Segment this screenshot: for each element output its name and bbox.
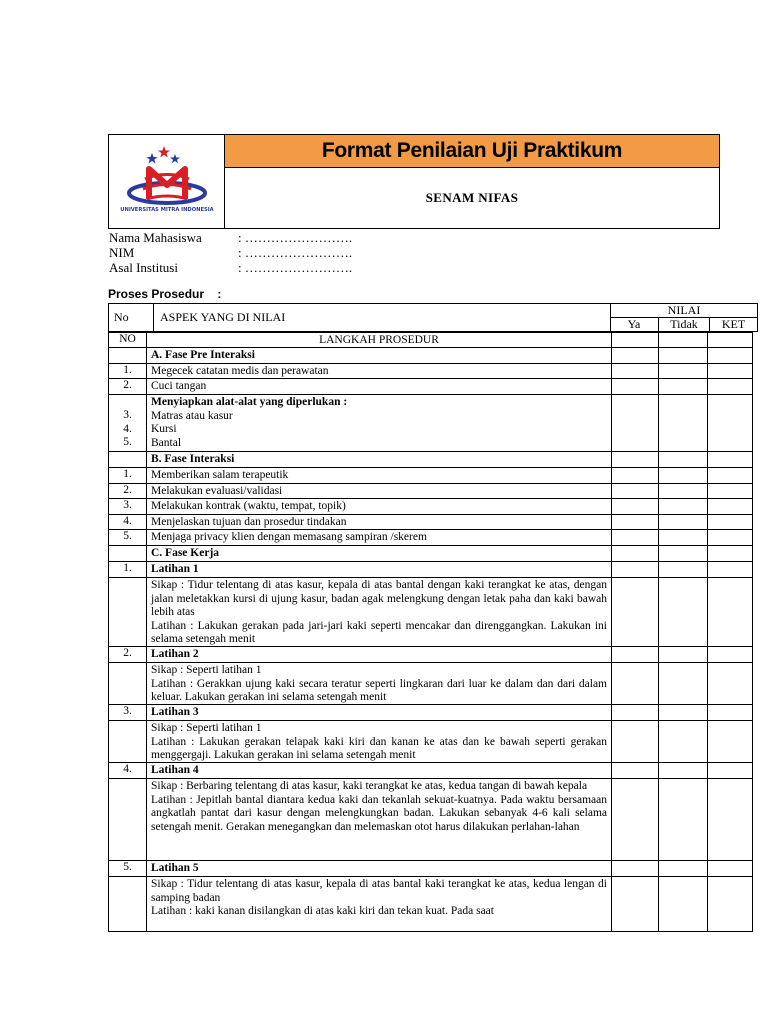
- row-number: 3. 4. 5.: [108, 395, 146, 451]
- score-tidak-cell[interactable]: [658, 721, 707, 762]
- table-row: [108, 394, 753, 451]
- header-box: [108, 134, 720, 229]
- score-ket-cell[interactable]: [707, 763, 753, 778]
- score-ket-cell[interactable]: [707, 721, 753, 762]
- score-ya-cell[interactable]: [611, 499, 658, 514]
- table-row: [108, 561, 753, 577]
- table-row: [108, 347, 753, 363]
- score-tidak-cell[interactable]: [658, 663, 707, 704]
- score-ket-cell[interactable]: [707, 877, 753, 931]
- row-step: Latihan 5: [146, 861, 611, 876]
- score-ket-cell[interactable]: [707, 530, 753, 545]
- score-tidak-cell[interactable]: [658, 333, 707, 347]
- field-value-institusi[interactable]: : …………………….: [238, 260, 353, 275]
- score-ket-cell[interactable]: [707, 484, 753, 498]
- row-step: B. Fase Interaksi: [146, 452, 611, 467]
- table-row: [108, 762, 753, 778]
- score-ya-cell[interactable]: [611, 530, 658, 545]
- header-nilai: NILAI: [667, 303, 701, 317]
- table-row: [108, 646, 753, 662]
- row-number: [108, 877, 146, 931]
- score-ya-cell[interactable]: [611, 578, 658, 646]
- row-step: Sikap : Berbaring telentang di atas kasur, kaki terangkat ke atas, kedua tangan di bawah kepala Latihan : Jepitlah bantal diantara kedua kaki dan tekanlah sekuat-kuatnya. Pada waktu bersamaan angkatlah pantat dari kasur dengan melengkungkan badan. Lakukan sebanyak 4-6 kali selama setengah menit. Gerakan menegangkan dan melemaskan otot harus dilakukan perlahan-lahan: [146, 779, 611, 860]
- score-ya-cell[interactable]: [611, 663, 658, 704]
- score-tidak-cell[interactable]: [658, 515, 707, 529]
- table-row: [108, 483, 753, 498]
- row-number: [108, 663, 146, 704]
- table-row: [108, 662, 753, 704]
- row-step: A. Fase Pre Interaksi: [146, 348, 611, 363]
- score-tidak-cell[interactable]: [658, 861, 707, 876]
- row-step: [146, 395, 611, 451]
- score-ya-cell[interactable]: [611, 861, 658, 876]
- score-ya-cell[interactable]: [611, 877, 658, 931]
- table-row: [108, 860, 753, 876]
- score-ket-cell[interactable]: [707, 333, 753, 347]
- row-step: LANGKAH PROSEDUR: [146, 333, 611, 347]
- row-step: Cuci tangan: [146, 379, 611, 394]
- row-number: [108, 348, 146, 363]
- form-subtitle: SENAM NIFAS: [425, 190, 519, 205]
- row-number: 1.: [108, 364, 146, 378]
- field-label-institusi: Asal Institusi: [109, 260, 178, 275]
- score-ya-cell[interactable]: [611, 705, 658, 720]
- row-number: 3.: [108, 705, 146, 720]
- score-tidak-cell[interactable]: [658, 647, 707, 662]
- score-ya-cell[interactable]: [611, 348, 658, 363]
- row-number: [108, 546, 146, 561]
- score-ket-cell[interactable]: [707, 515, 753, 529]
- row-step: C. Fase Kerja: [146, 546, 611, 561]
- score-tidak-cell[interactable]: [658, 395, 707, 451]
- logo-lettering: UNIVERSITAS MITRA INDONESIA: [120, 207, 214, 213]
- score-tidak-cell[interactable]: [658, 562, 707, 577]
- score-ya-cell[interactable]: [611, 721, 658, 762]
- row-number: 3.: [108, 499, 146, 514]
- score-ya-cell[interactable]: [611, 562, 658, 577]
- score-ya-cell[interactable]: [611, 395, 658, 451]
- score-tidak-cell[interactable]: [658, 452, 707, 467]
- row-step-items: Matras atau kasur Kursi Bantal: [151, 409, 233, 449]
- header-no: No: [114, 310, 129, 324]
- row-number: 4.: [108, 515, 146, 529]
- row-step: Sikap : Tidur telentang di atas kasur, kepala di atas bantal dengan kaki terangkat ke atas, dengan jalan meletakkan kursi di ujung kasur, badan agak melengkung dengan letak paha dan kaki bawah lebih atas Latihan : Lakukan gerakan pada jari-jari kaki seperti mencakar dan direnggangkan. Lakukan ini selama setengah menit: [146, 578, 611, 646]
- score-tidak-cell[interactable]: [658, 348, 707, 363]
- score-ket-cell[interactable]: [707, 499, 753, 514]
- table-row: [108, 451, 753, 467]
- university-logo: [109, 135, 225, 228]
- row-number: 2.: [108, 647, 146, 662]
- row-step: Melakukan evaluasi/validasi: [146, 484, 611, 498]
- row-number: 2.: [108, 379, 146, 394]
- row-number: 1.: [108, 468, 146, 483]
- table-row: [108, 545, 753, 561]
- field-label-nama: Nama Mahasiswa: [109, 230, 202, 245]
- row-number: 4.: [108, 763, 146, 778]
- score-ya-cell[interactable]: [611, 763, 658, 778]
- score-tidak-cell[interactable]: [658, 364, 707, 378]
- row-number: 5.: [108, 861, 146, 876]
- row-number: 1.: [108, 562, 146, 577]
- row-step: Menjaga privacy klien dengan memasang sampiran /skerem: [146, 530, 611, 545]
- score-tidak-cell[interactable]: [658, 779, 707, 860]
- score-ya-cell[interactable]: [611, 779, 658, 860]
- row-step: Menjelaskan tujuan dan prosedur tindakan: [146, 515, 611, 529]
- row-step: Melakukan kontrak (waktu, tempat, topik): [146, 499, 611, 514]
- row-step: Latihan 3: [146, 705, 611, 720]
- table-row: [108, 577, 753, 646]
- score-ya-cell[interactable]: [611, 333, 658, 347]
- score-ket-cell[interactable]: [707, 348, 753, 363]
- score-ket-cell[interactable]: [707, 705, 753, 720]
- row-number: [108, 721, 146, 762]
- table-row: [108, 332, 753, 347]
- score-tidak-cell[interactable]: [658, 578, 707, 646]
- score-tidak-cell[interactable]: [658, 499, 707, 514]
- row-step-heading: Menyiapkan alat-alat yang diperlukan :: [151, 396, 348, 408]
- score-ya-cell[interactable]: [611, 364, 658, 378]
- table-row: [108, 467, 753, 483]
- score-ket-cell[interactable]: [707, 647, 753, 662]
- table-row: [108, 704, 753, 720]
- score-ya-cell[interactable]: [611, 647, 658, 662]
- field-value-nim[interactable]: : …………………….: [238, 245, 353, 260]
- score-tidak-cell[interactable]: [658, 484, 707, 498]
- score-ket-cell[interactable]: [707, 395, 753, 451]
- row-step: Latihan 2: [146, 647, 611, 662]
- score-ket-cell[interactable]: [707, 663, 753, 704]
- table-row: [108, 363, 753, 378]
- score-tidak-cell[interactable]: [658, 379, 707, 394]
- header-ket: KET: [721, 317, 746, 331]
- score-ket-cell[interactable]: [707, 364, 753, 378]
- row-number: NO: [108, 333, 146, 347]
- row-number: 5.: [108, 530, 146, 545]
- row-step: Sikap : Tidur telentang di atas kasur, kepala di atas bantal kaki terangkat ke atas, kedua lengan di samping badan Latihan : kaki kanan disilangkan di atas kaki kiri dan tekan kuat. Pada saat: [146, 877, 611, 931]
- table-row: [108, 529, 753, 545]
- header-aspek: ASPEK YANG DI NILAI: [160, 310, 286, 324]
- table-row: [108, 498, 753, 514]
- row-step: Sikap : Seperti latihan 1 Latihan : Lakukan gerakan telapak kaki kiri dan kanan ke atas dan ke bawah seperti gerakan menggergaji. Lakukan gerakan ini selama setengah menit: [146, 721, 611, 762]
- score-ket-cell[interactable]: [707, 861, 753, 876]
- table-header: [108, 303, 758, 332]
- row-number: [108, 578, 146, 646]
- score-tidak-cell[interactable]: [658, 468, 707, 483]
- score-ket-cell[interactable]: [707, 779, 753, 860]
- score-ya-cell[interactable]: [611, 468, 658, 483]
- row-step: Latihan 4: [146, 763, 611, 778]
- score-tidak-cell[interactable]: [658, 530, 707, 545]
- section-label: Proses Prosedur :: [108, 287, 222, 301]
- score-ya-cell[interactable]: [611, 515, 658, 529]
- table-row: [108, 514, 753, 529]
- score-tidak-cell[interactable]: [658, 877, 707, 931]
- score-tidak-cell[interactable]: [658, 705, 707, 720]
- score-ya-cell[interactable]: [611, 452, 658, 467]
- score-ket-cell[interactable]: [707, 546, 753, 561]
- row-number: 2.: [108, 484, 146, 498]
- row-number: [108, 452, 146, 467]
- row-step: Sikap : Seperti latihan 1 Latihan : Gerakkan ujung kaki secara teratur seperti lingkaran dari luar ke dalam dan dari dalam keluar. Lakukan gerakan ini selama setengah menit: [146, 663, 611, 704]
- header-tidak: Tidak: [670, 317, 698, 331]
- table-row: [108, 720, 753, 762]
- row-step: Megecek catatan medis dan perawatan: [146, 364, 611, 378]
- row-number: [108, 779, 146, 860]
- score-tidak-cell[interactable]: [658, 763, 707, 778]
- table-row: [108, 778, 753, 860]
- score-ket-cell[interactable]: [707, 468, 753, 483]
- table-row: [108, 876, 753, 932]
- row-step: Latihan 1: [146, 562, 611, 577]
- header-ya: Ya: [627, 317, 641, 331]
- score-ket-cell[interactable]: [707, 562, 753, 577]
- score-ya-cell[interactable]: [611, 546, 658, 561]
- score-ket-cell[interactable]: [707, 578, 753, 646]
- score-tidak-cell[interactable]: [658, 546, 707, 561]
- score-ket-cell[interactable]: [707, 452, 753, 467]
- score-ya-cell[interactable]: [611, 484, 658, 498]
- form-title: Format Penilaian Uji Praktikum: [225, 135, 719, 168]
- logo-cell: [109, 135, 225, 228]
- table-row: [108, 378, 753, 394]
- score-ket-cell[interactable]: [707, 379, 753, 394]
- score-ya-cell[interactable]: [611, 379, 658, 394]
- row-step: Memberikan salam terapeutik: [146, 468, 611, 483]
- field-value-nama[interactable]: : …………………….: [238, 230, 353, 245]
- field-label-nim: NIM: [109, 245, 135, 260]
